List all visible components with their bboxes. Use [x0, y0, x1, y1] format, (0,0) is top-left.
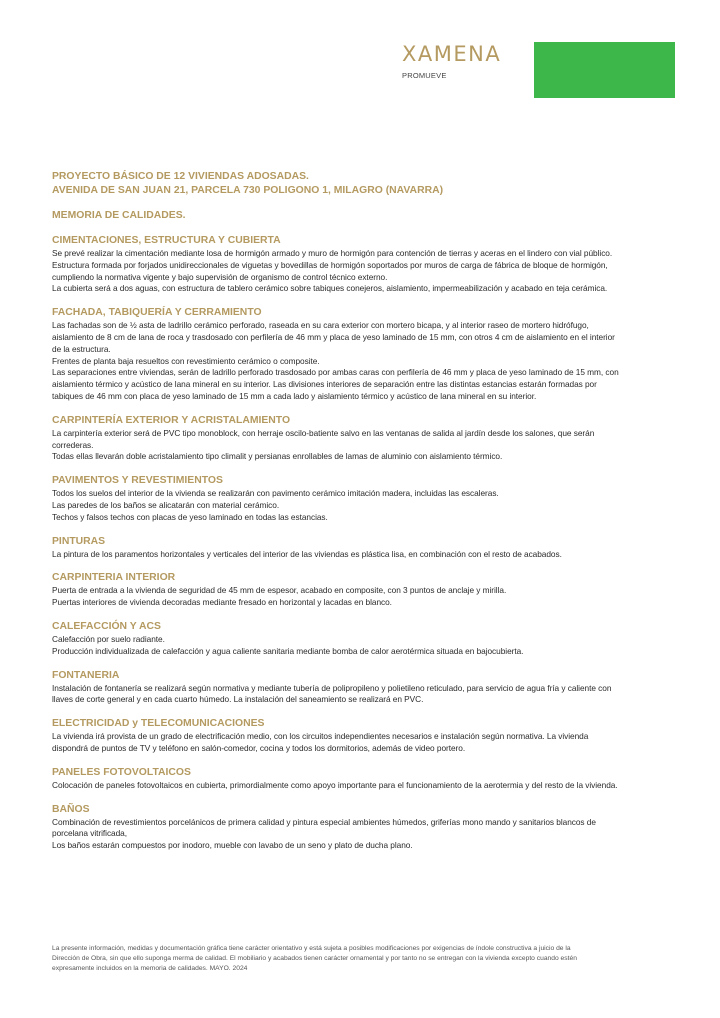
section-text-line: de la estructura. — [52, 343, 111, 354]
section — [52, 620, 660, 658]
brand-color-block — [534, 42, 675, 98]
section — [52, 535, 660, 561]
section — [52, 766, 660, 792]
section-text-line: La cubierta será a dos aguas, con estructura de tablero cerámico sobre tabiques conejeros, aislamiento, impermeabilización y acabado en teja cerámica. — [52, 283, 608, 294]
section-text-line: Los baños estarán compuestos por inodoro, mueble con lavabo de un seno y plato de ducha plano. — [52, 840, 413, 851]
section-text-line: La pintura de los paramentos horizontales y verticales del interior de las viviendas es plástica lisa, en combinación con el resto de acabados. — [52, 548, 562, 559]
section-text-line: aislamiento térmico y acústico de lana mineral en su interior. Las divisiones interiores de separación entre las distintas estancias estarán formadas por — [52, 379, 597, 390]
section — [52, 669, 660, 707]
section-text-line: porcelana vitrificada, — [52, 828, 127, 839]
section — [52, 306, 660, 403]
section-text-line: aislamiento de 8 cm de lana de roca y trasdosado con perfilería de 46 mm y placa de yeso laminado de 15 mm, con otros 4 cm de aislamiento en el interior — [52, 331, 615, 342]
section-text-line: llaves de corte general y en cada cuarto húmedo. La instalación del saneamiento se realizará en PVC. — [52, 694, 424, 705]
section-text-line: Puerta de entrada a la vivienda de seguridad de 45 mm de espesor, acabado en composite, con 3 puntos de anclaje y mirilla. — [52, 585, 507, 596]
memoria-heading: MEMORIA DE CALIDADES. — [52, 210, 186, 221]
section-text-line: Techos y falsos techos con placas de yeso laminado en todas las estancias. — [52, 511, 328, 522]
section-text-line: Todos los suelos del interior de la vivienda se realizarán con pavimento cerámico imitación madera, incluidas las escaleras. — [52, 488, 499, 499]
section-text-line: cumpliendo la normativa vigente y bajo supervisión de organismo de control técnico externo. — [52, 271, 388, 282]
section-title: ELECTRICIDAD y TELECOMUNICACIONES — [52, 718, 265, 730]
section-text-line: Colocación de paneles fotovoltaicos en cubierta, primordialmente como apoyo importante para el funcionamiento de la aerotermia y del resto de la vivienda. — [52, 779, 618, 790]
footer-line: La presente información, medidas y documentación gráfica tiene carácter orientativo y está sujeta a posibles modificaciones por exigencias de índole constructiva a juicio de la — [52, 945, 571, 952]
section-text-line: Frentes de planta baja resueltos con revestimiento cerámico o composite. — [52, 355, 320, 366]
section-text-line: dispondrá de puntos de TV y teléfono en salón-comedor, cocina y todos los dormitorios, además de video portero. — [52, 742, 466, 753]
section-text-line: tabiques de 46 mm con placa de yeso laminado de 15 mm a cada lado y aislamiento térmico y acústico de lana mineral en su interior. — [52, 390, 537, 401]
section-title: PINTURAS — [52, 535, 106, 547]
section-text-line: Estructura formada por forjados unidireccionales de viguetas y bovedillas de hormigón soportados por muros de carga de fábrica de bloque de hormigón, — [52, 259, 608, 270]
project-title-line-2: AVENIDA DE SAN JUAN 21, PARCELA 730 POLIGONO 1, MILAGRO (NAVARRA) — [52, 185, 444, 196]
project-title-line-1: PROYECTO BÁSICO DE 12 VIVIENDAS ADOSADAS. — [52, 171, 309, 182]
section-text-line: Se prevé realizar la cimentación mediante losa de hormigón armado y muro de hormigón para contención de tierras y aceras en el lindero con vial público. — [52, 248, 613, 258]
section-title: CARPINTERIA INTERIOR — [52, 572, 176, 584]
disclaimer-footer — [52, 944, 662, 974]
section — [52, 234, 660, 295]
section — [52, 571, 660, 609]
section-title: PANELES FOTOVOLTAICOS — [52, 766, 191, 778]
section-text-line: La carpintería exterior será de PVC tipo monoblock, con herraje oscilo-batiente salvo en las ventanas de salida al jardín desde los salones, que serán — [52, 427, 595, 438]
section-text-line: correderas. — [52, 439, 94, 450]
section-title: CARPINTERÍA EXTERIOR Y ACRISTALAMIENTO — [52, 414, 291, 426]
section-text-line: Producción individualizada de calefacción y agua caliente sanitaria mediante bomba de calor aerotérmica situada en bajocubierta. — [52, 645, 524, 656]
section-text-line: Calefacción por suelo radiante. — [52, 633, 165, 644]
section — [52, 803, 660, 852]
section-text-line: Todas ellas llevarán doble acristalamiento tipo climalit y persianas enrollables de lamas de aluminio con aislamiento térmico. — [52, 451, 503, 462]
document-body — [52, 170, 660, 852]
footer-line: expresamente incluidos en la memoria de calidades. MAYO. 2024 — [52, 965, 248, 973]
section-text-line: Combinación de revestimientos porcelánicos de primera calidad y pintura especial ambientes húmedos, griferías mono mando y sanitarios blancos de — [52, 816, 596, 827]
brand-name: XAMENA — [402, 42, 502, 66]
section-title: CALEFACCIÓN Y ACS — [52, 620, 161, 632]
section-title: FONTANERIA — [52, 669, 120, 681]
section-title: PAVIMENTOS Y REVESTIMIENTOS — [52, 475, 223, 487]
footer-line: Dirección de Obra, sin que ello suponga merma de calidad. El mobiliario y acabados tienen carácter ornamental y por tanto no se entregan con la vivienda excepto cuando estén — [52, 955, 577, 963]
section-text-line: Las separaciones entre viviendas, serán de ladrillo perforado trasdosado por ambas caras con perfilería de 46 mm y placa de yeso laminado de 15 mm, con — [52, 367, 619, 378]
section-text-line: Instalación de fontanería se realizará según normativa y mediante tubería de polipropileno y polietileno reticulado, para servicio de agua fría y caliente con — [52, 682, 612, 693]
section-text-line: Las paredes de los baños se alicatarán con material cerámico. — [52, 499, 280, 510]
section-text-line: Las fachadas son de ½ asta de ladrillo cerámico perforado, raseada en su cara exterior con mortero bicapa, y al interior raseo de mortero hidrófugo, — [52, 320, 589, 331]
section-text-line: La vivienda irá provista de un grado de electrificación medio, con los circuitos independientes necesarios e instalación según normativa. La vivienda — [52, 731, 589, 742]
section — [52, 414, 660, 463]
section-title: CIMENTACIONES, ESTRUCTURA Y CUBIERTA — [52, 235, 281, 246]
section-title: FACHADA, TABIQUERÍA Y CERRAMIENTO — [52, 307, 262, 319]
section — [52, 717, 660, 755]
brand-subtitle: PROMUEVE — [402, 71, 447, 80]
section — [52, 474, 660, 523]
section-title: BAÑOS — [52, 803, 90, 815]
brand-block — [402, 44, 501, 80]
sections-container — [52, 234, 660, 852]
section-text-line: Puertas interiores de vivienda decoradas mediante fresado en horizontal y lacadas en blanco. — [52, 597, 392, 608]
